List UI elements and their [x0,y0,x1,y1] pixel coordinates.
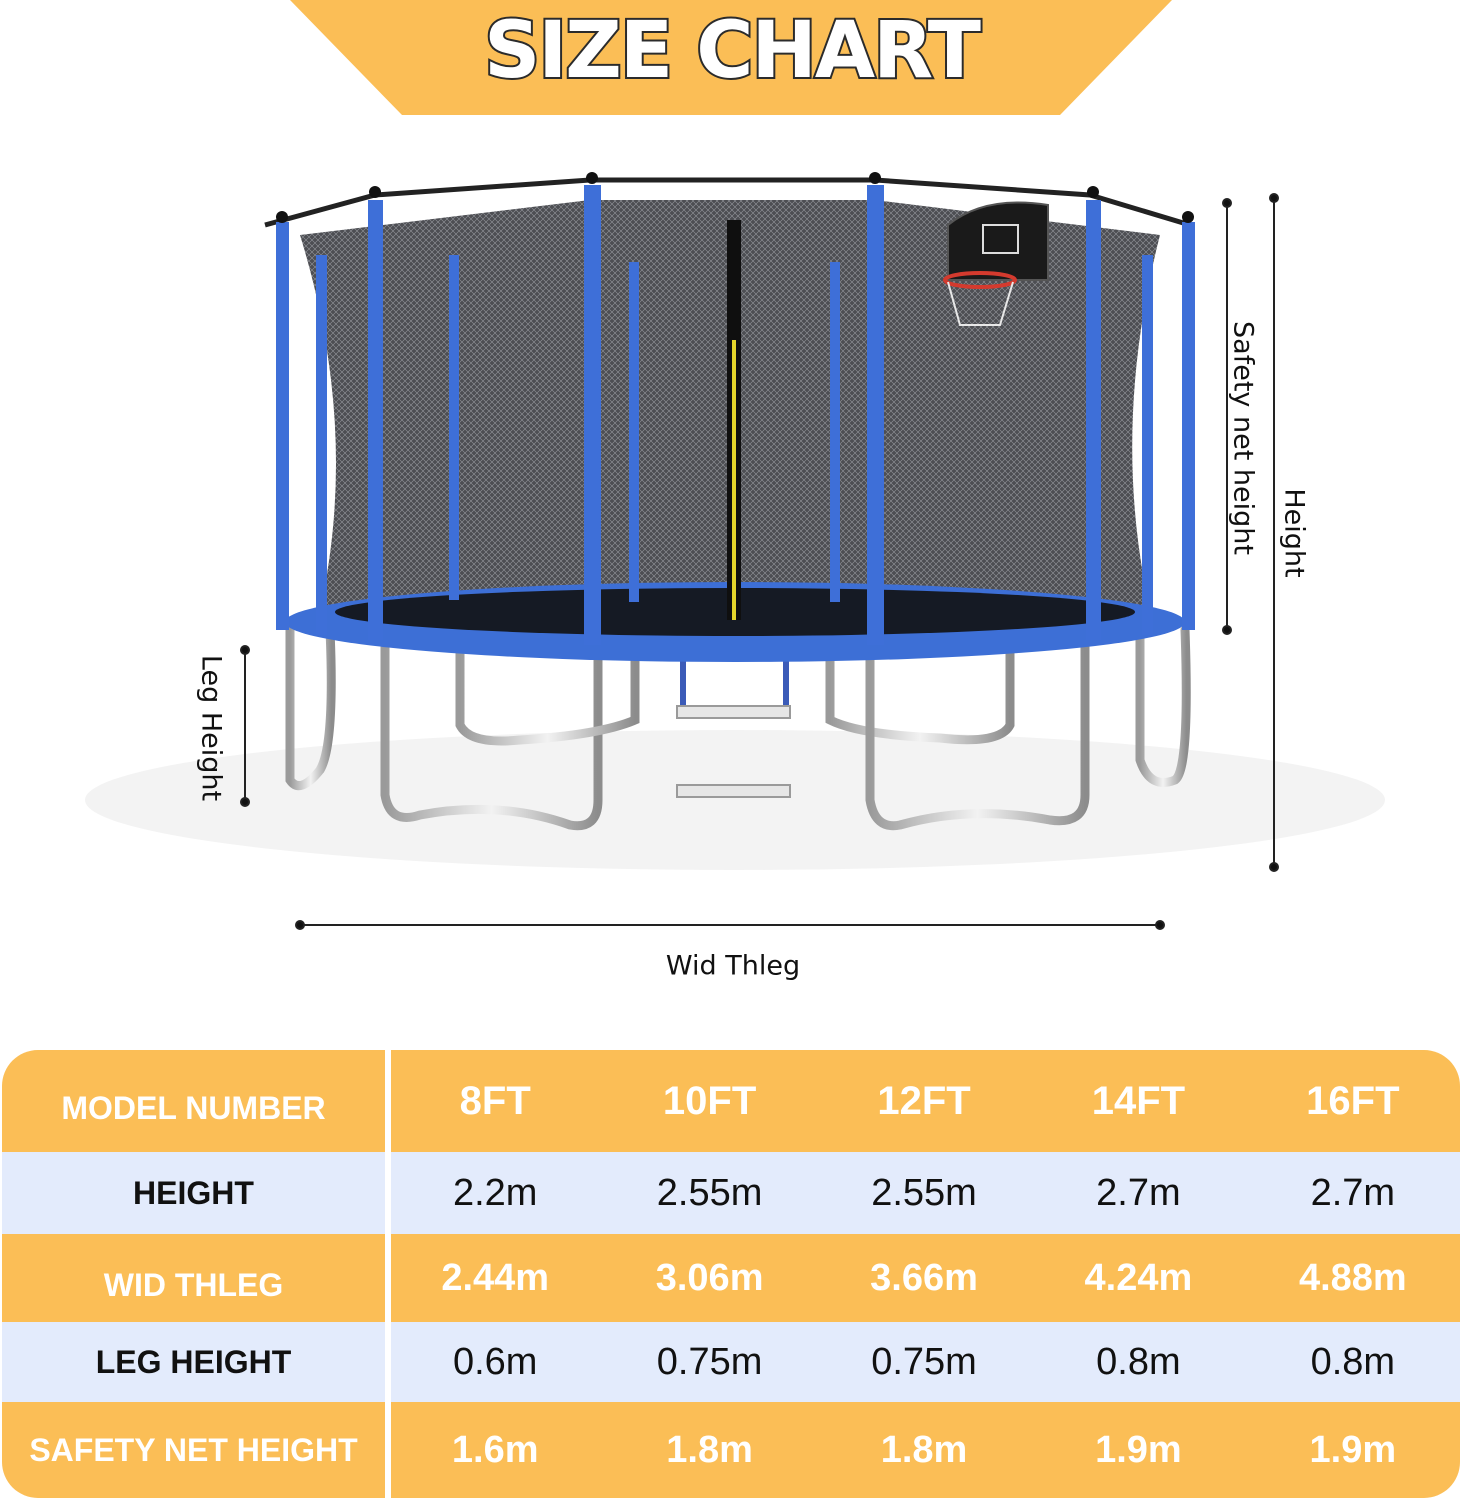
table-cell: 2.44m [441,1256,550,1299]
table-cell: 4.24m [1084,1256,1193,1299]
model-cell: 8FT [459,1078,531,1123]
table-cell: 0.8m [1096,1340,1181,1383]
table-cell: 4.88m [1298,1256,1407,1299]
table-cell: 0.8m [1310,1340,1396,1383]
table-row-width [2,1234,1460,1322]
size-table [2,1050,1460,1498]
width-label: Wid Thleg [665,950,801,982]
table-cell: 2.7m [1096,1171,1181,1214]
table-cell: 2.2m [452,1171,538,1214]
table-cell: 0.6m [452,1340,538,1383]
table-cell: 0.75m [871,1340,977,1383]
column-divider [388,1050,391,1498]
banner-title: SIZE CHART [484,6,979,96]
model-cell: 10FT [662,1078,757,1123]
trampoline-illustration [60,160,1440,1030]
table-cell: 1.6m [451,1428,539,1471]
leg-height-label: Leg Height [195,654,227,802]
table-cell: 2.55m [871,1171,977,1214]
table-cell: 2.7m [1310,1171,1396,1214]
table-header-row [2,1050,1460,1152]
row-label: HEIGHT [2,1152,388,1234]
table-cell: 1.9m [1095,1428,1182,1471]
table-row-leg-height [2,1322,1460,1402]
height-label: Height [1278,488,1310,578]
size-chart-banner [0,0,1463,118]
table-cell: 3.06m [655,1256,764,1299]
safety-net-height-label: Safety net height [1227,321,1259,555]
table-cell: 1.8m [666,1428,753,1471]
table-cell: 0.75m [656,1340,763,1383]
row-label: LEG HEIGHT [2,1322,388,1402]
model-cell: 16FT [1306,1078,1400,1123]
trampoline-image [60,160,1440,1030]
table-cell: 1.9m [1309,1428,1397,1471]
table-row-height [2,1152,1460,1234]
row-label: SAFETY NET HEIGHT [2,1402,388,1498]
table-cell: 1.8m [880,1428,968,1471]
header-label: MODEL NUMBER [2,1050,388,1152]
row-label: WID THLEG [2,1234,388,1322]
table-cell: 2.55m [656,1171,763,1214]
table-row-safety-net-height [2,1402,1460,1498]
table-cell: 3.66m [870,1256,978,1299]
model-cell: 12FT [877,1078,971,1123]
model-cell: 14FT [1091,1078,1186,1123]
